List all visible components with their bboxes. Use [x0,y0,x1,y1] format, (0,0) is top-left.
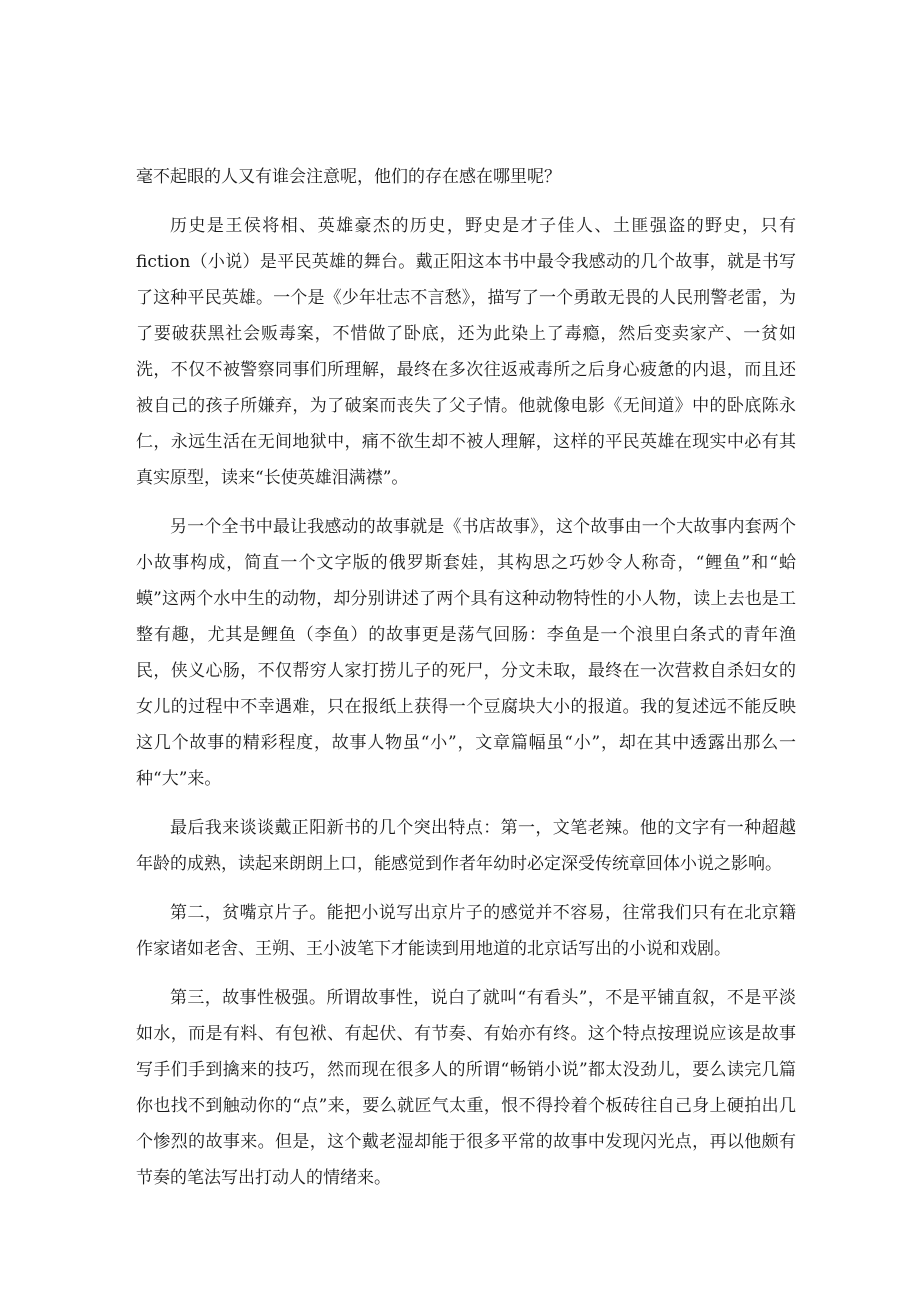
paragraph-bookstore-story: 另一个全书中最让我感动的故事就是《书店故事》，这个故事由一个大故事内套两个小故事构成，简直一个文字版的俄罗斯套娃，其构思之巧妙令人称奇，“鲤鱼”和“蛤蟆”这两个水中生的动物，却分别讲述了两个具有这种动物特性的小人物，读上去也是工整有趣，尤其是鲤鱼（李鱼）的故事更是荡气回肠：李鱼是一个浪里白条式的青年渔民，侠义心肠，不仅帮穷人家打捞儿子的死尸，分文未取，最终在一次营救自杀妇女的女儿的过程中不幸遇难，只在报纸上获得一个豆腐块大小的报道。我的复述远不能反映这几个故事的精彩程度，故事人物虽“小”，文章篇幅虽“小”，却在其中透露出那么一种“大”来。 [136,517,796,789]
paragraph-feature-three: 第三，故事性极强。所谓故事性，说白了就叫“有看头”，不是平铺直叙，不是平淡如水，而是有料、有包袱、有起伏、有节奏、有始亦有终。这个特点按理说应该是故事写手们手到擒来的技巧，然而现在很多人的所谓“畅销小说”都太没劲儿，要么读完几篇你也找不到触动你的“点”来，要么就匠气太重，恨不得拎着个板砖往自己身上硬拍出几个惨烈的故事来。但是，这个戴老湿却能于很多平常的故事中发现闪光点，再以他颇有节奏的笔法写出打动人的情绪来。 [136,988,796,1188]
paragraph-plain-heroes: 历史是王侯将相、英雄豪杰的历史，野史是才子佳人、土匪强盗的野史，只有 fiction（小说）是平民英雄的舞台。戴正阳这本书中最令我感动的几个故事，就是书写了这种平民英雄。一个是《少年壮志不言愁》，描写了一个勇敢无畏的人民刑警老雷，为了要破获黑社会贩毒案，不惜做了卧底，还为此染上了毒瘾，然后变卖家产、一贫如洗，不仅不被警察同事们所理解，最终在多次往返戒毒所之后身心疲惫的内退，而且还被自己的孩子所嫌弃，为了破案而丧失了父子情。他就像电影《无间道》中的卧底陈永仁，永远生活在无间地狱中，痛不欲生却不被人理解，这样的平民英雄在现实中必有其真实原型，读来“长使英雄泪满襟”。 [136,216,796,488]
article-body [136,159,796,1196]
paragraph-continuation: 毫不起眼的人又有谁会注意呢，他们的存在感在哪里呢？ [136,167,561,187]
paragraph-feature-one: 最后我来谈谈戴正阳新书的几个突出特点：第一，文笔老辣。他的文字有一种超越年龄的成熟，读起来朗朗上口，能感觉到作者年幼时必定深受传统章回体小说之影响。 [136,818,796,874]
paragraph-feature-two: 第二，贫嘴京片子。能把小说写出京片子的感觉并不容易，往常我们只有在北京籍作家诸如老舍、王朔、王小波笔下才能读到用地道的北京话写出的小说和戏剧。 [136,903,796,959]
